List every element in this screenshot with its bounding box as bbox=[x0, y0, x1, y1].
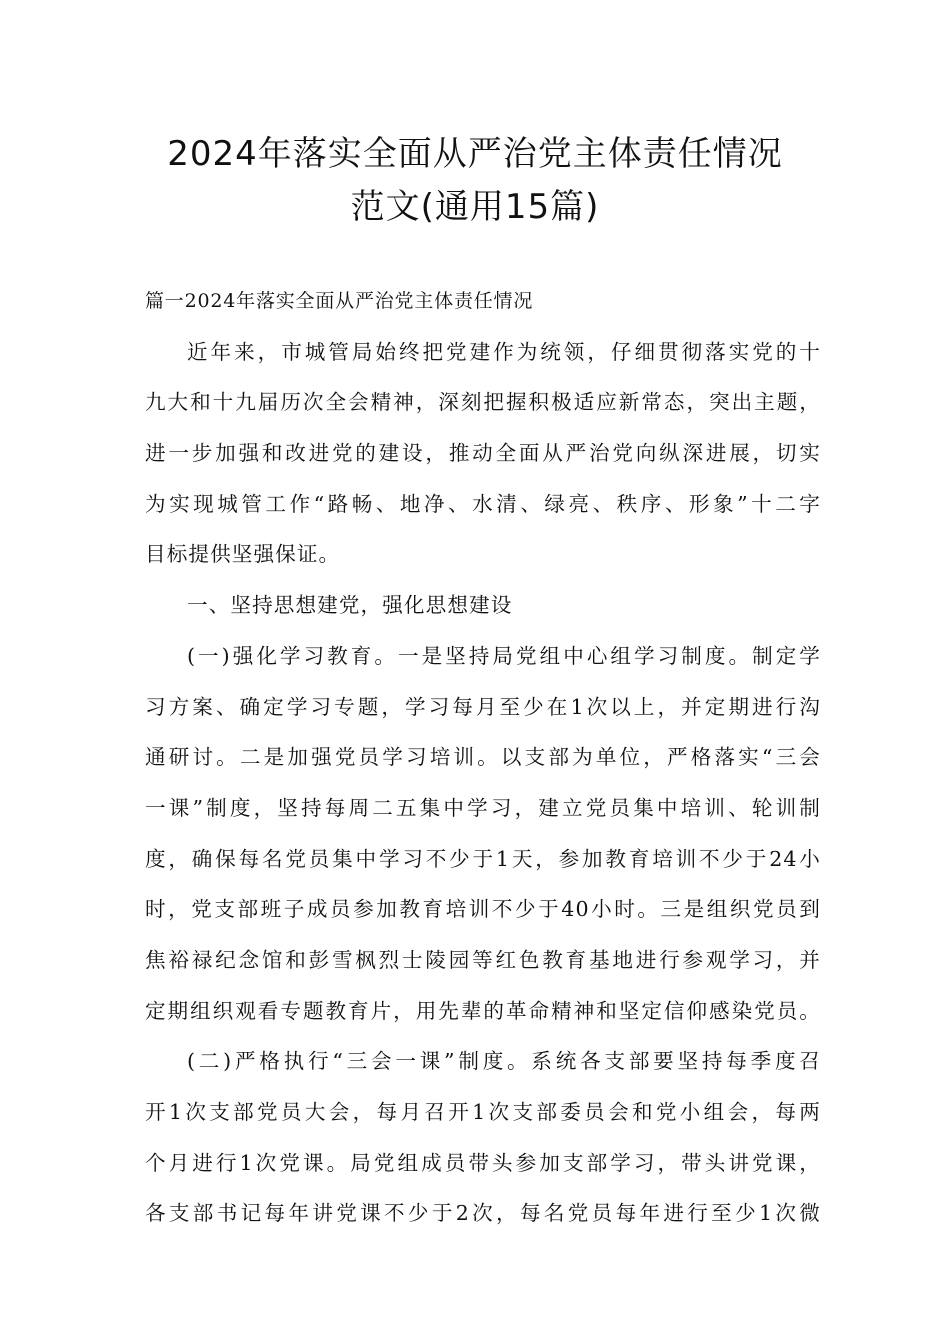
title-line: 2024年落实全面从严治党主体责任情况 bbox=[167, 134, 783, 174]
paragraph-line: 一课”制度，坚持每周二五集中学习，建立党员集中培训、轮训制 bbox=[145, 795, 821, 820]
paragraph-line: 为实现城管工作“路畅、地净、水清、绿亮、秩序、形象”十二字 bbox=[145, 491, 821, 516]
title-line: 范文(通用15篇) bbox=[350, 187, 600, 227]
paragraph-line: 定期组织观看专题教育片，用先辈的革命精神和坚定信仰感染党员。 bbox=[145, 998, 821, 1023]
paragraph-line: 个月进行1次党课。局党组成员带头参加支部学习，带头讲党课， bbox=[145, 1150, 821, 1175]
paragraph-line: 通研讨。二是加强党员学习培训。以支部为单位，严格落实“三会 bbox=[145, 745, 821, 770]
paragraph-line: 目标提供坚强保证。 bbox=[145, 542, 341, 567]
section-heading: 一、坚持思想建党，强化思想建设 bbox=[187, 593, 513, 618]
paragraph-line: 进一步加强和改进党的建设，推动全面从严治党向纵深进展，切实 bbox=[145, 441, 821, 466]
paragraph-line: 近年来，市城管局始终把党建作为统领，仔细贯彻落实党的十 bbox=[187, 339, 821, 364]
paragraph-line: 习方案、确定学习专题，学习每月至少在1次以上，并定期进行沟 bbox=[145, 694, 821, 719]
document-body bbox=[145, 282, 821, 1245]
paragraph-line: (一)强化学习教育。一是坚持局党组中心组学习制度。制定学 bbox=[187, 643, 821, 668]
paragraph-line: (二)严格执行“三会一课”制度。系统各支部要坚持每季度召 bbox=[187, 1049, 821, 1074]
paragraph-line: 开1次支部党员大会，每月召开1次支部委员会和党小组会，每两 bbox=[145, 1100, 821, 1124]
paragraph-line: 时，党支部班子成员参加教育培训不少于40小时。三是组织党员到 bbox=[145, 897, 821, 922]
paragraph-line: 各支部书记每年讲党课不少于2次，每名党员每年进行至少1次微 bbox=[145, 1201, 821, 1226]
section-heading: 篇一2024年落实全面从严治党主体责任情况 bbox=[145, 290, 534, 312]
paragraph-line: 焦裕禄纪念馆和彭雪枫烈士陵园等红色教育基地进行参观学习，并 bbox=[145, 947, 821, 972]
document-title bbox=[100, 128, 850, 234]
paragraph-line: 九大和十九届历次全会精神，深刻把握积极适应新常态，突出主题， bbox=[145, 390, 821, 415]
paragraph-line: 度，确保每名党员集中学习不少于1天，参加教育培训不少于24小 bbox=[145, 846, 821, 871]
